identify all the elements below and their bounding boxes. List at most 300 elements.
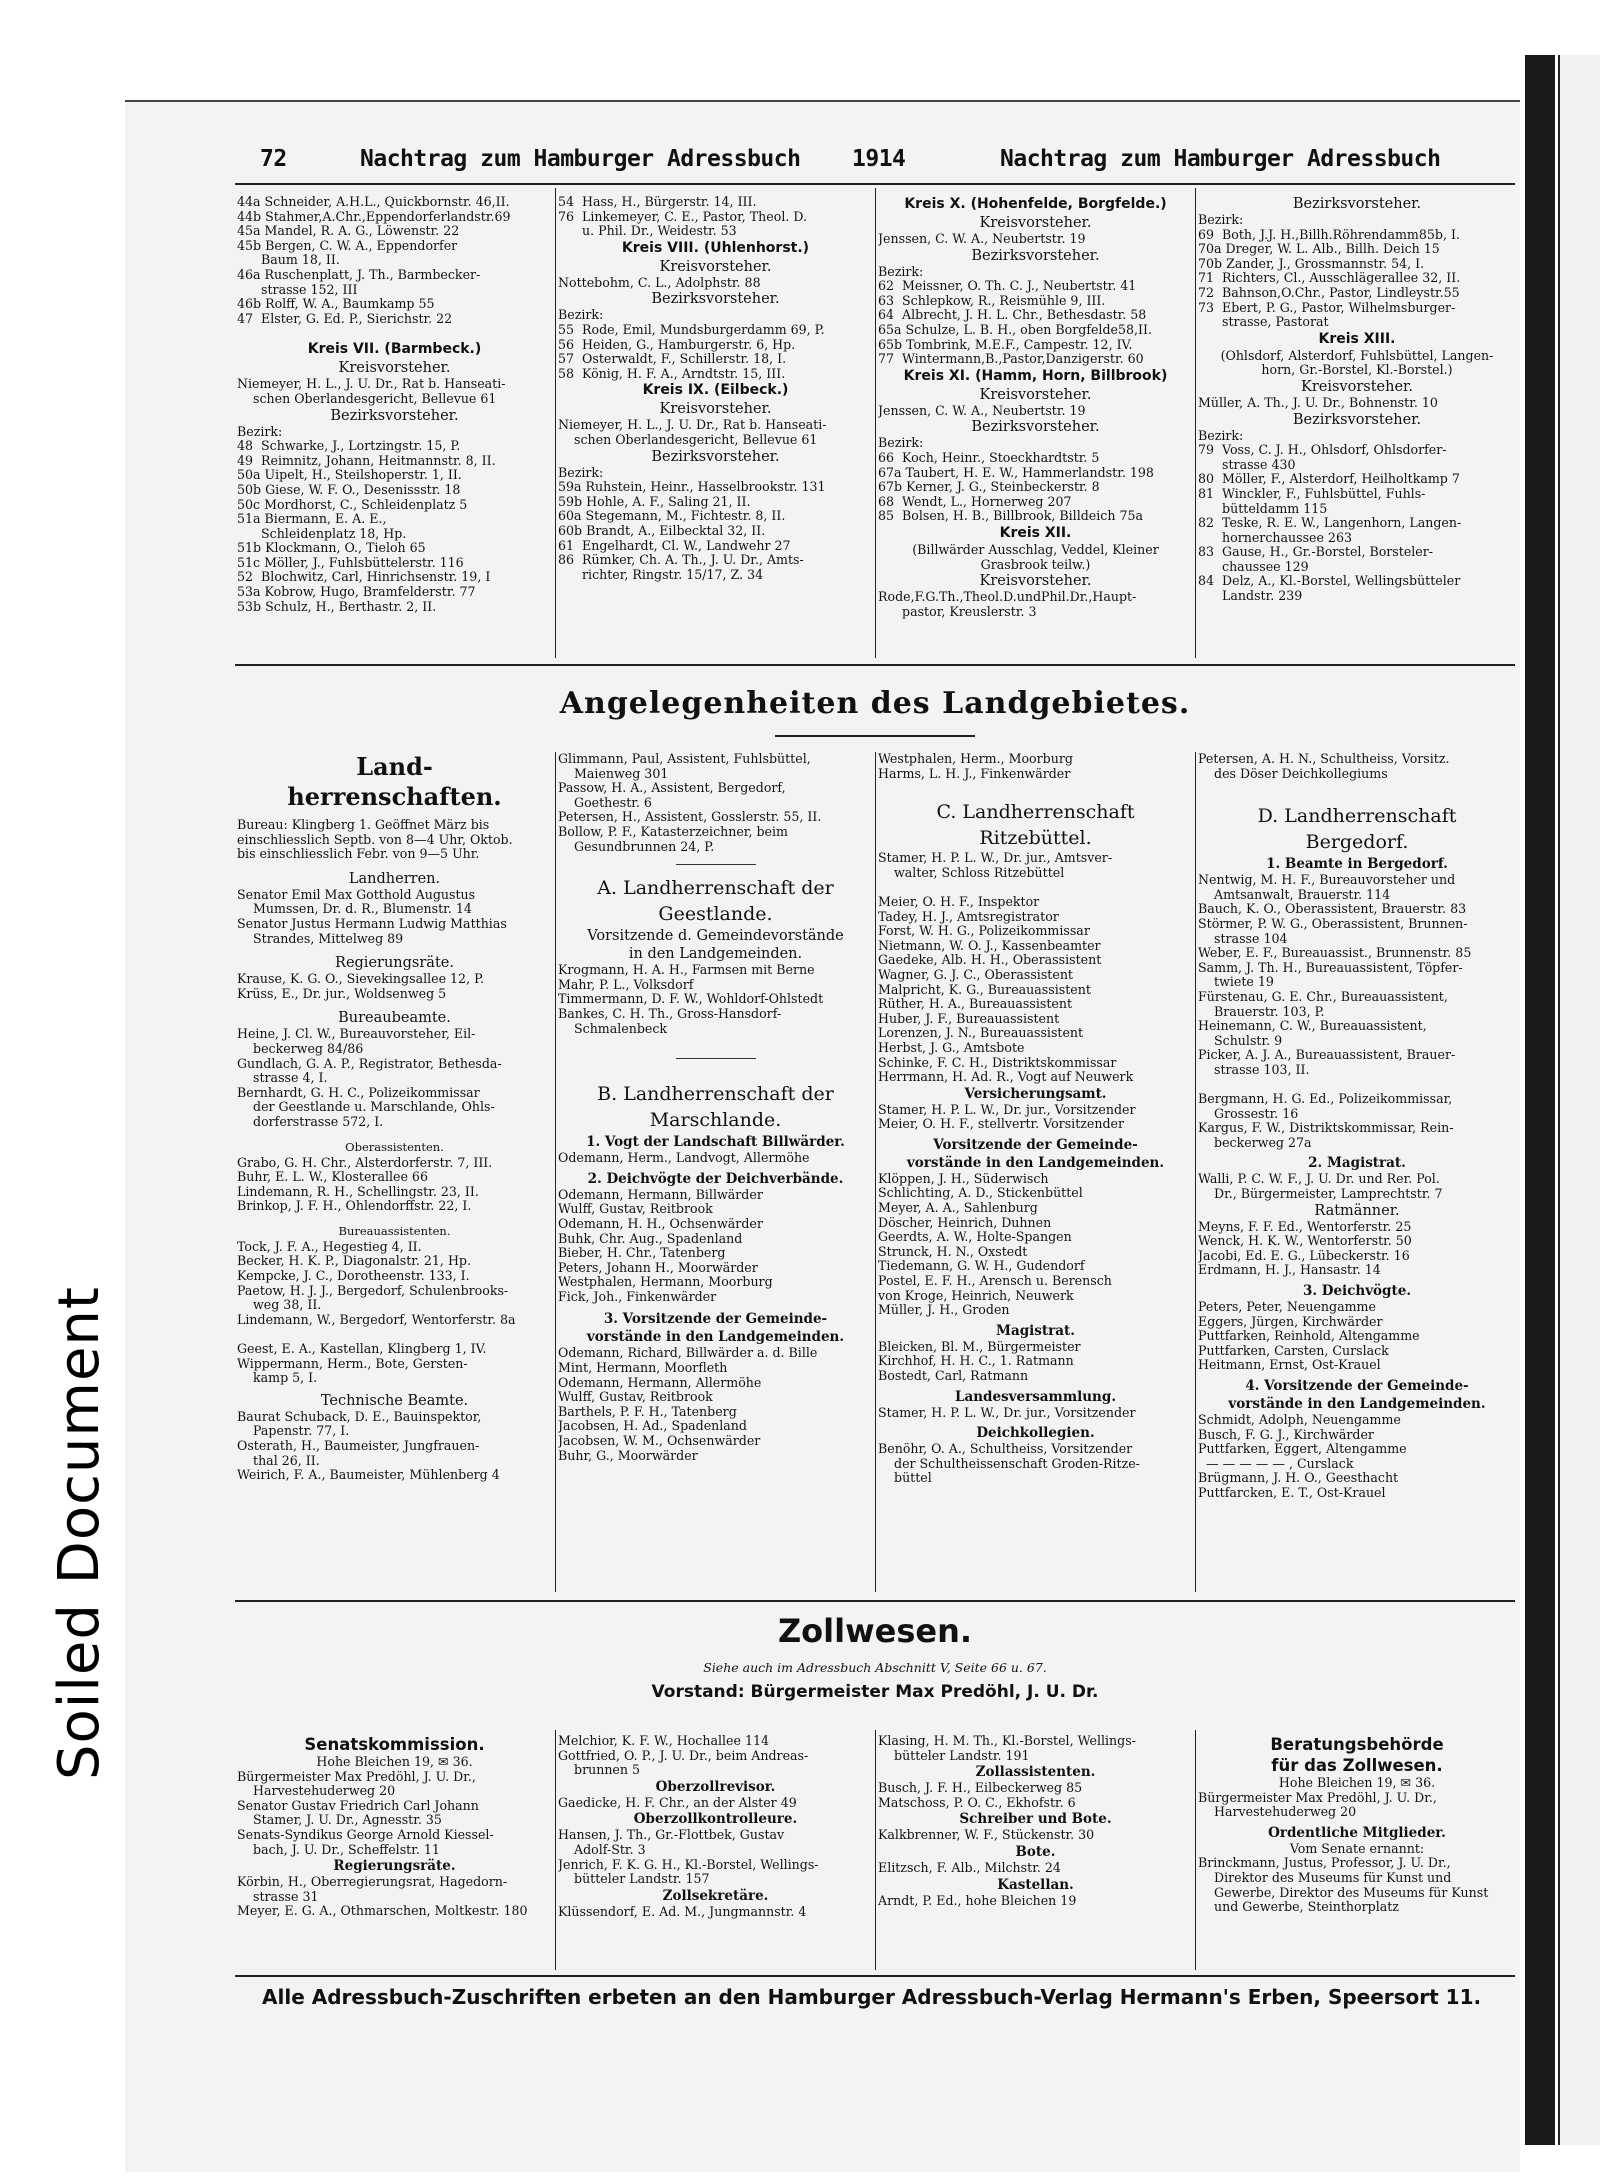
entry-list [878, 404, 1193, 419]
entry-list [1198, 873, 1516, 1150]
entry-list [558, 308, 873, 381]
list-item: Bürgermeister Max Predöhl, J. U. Dr., [1198, 1790, 1437, 1805]
list-item: Krogmann, H. A. H., Farmsen mit Berne [558, 963, 815, 978]
list-item: Herbst, J. G., Amtsbote [878, 1039, 1025, 1055]
list-item: Krause, K. G. O., Sievekingsallee 12, P. [237, 972, 484, 987]
list-item: Schlichting, A. D., Stickenbüttel [878, 1185, 1083, 1201]
entry-list [878, 1442, 1193, 1486]
list-item: 60b Brandt, A., Eilbecktal 32, II. [558, 522, 766, 538]
section-heading: Ratmänner. [1314, 1202, 1400, 1219]
list-item: strasse 152, III [237, 281, 358, 297]
separator [676, 1058, 756, 1059]
list-item: Hansen, J. Th., Gr.-Flottbek, Gustav [558, 1828, 785, 1843]
section-heading: Magistrat. [996, 1322, 1075, 1339]
list-item: Nottebohm, C. L., Adolphstr. 88 [558, 275, 761, 290]
list-item: Schinke, F. C. H., Distriktskommissar [878, 1054, 1117, 1070]
list-item: Gaedeke, Alb. H. H., Oberassistent [878, 952, 1102, 968]
section-heading: Oberzollrevisor. [655, 1778, 776, 1795]
list-item: Schmidt, Adolph, Neuengamme [1198, 1413, 1401, 1427]
section-heading: Bureaubeamte. [338, 1010, 451, 1027]
entry-list [558, 1151, 873, 1166]
entry-list [878, 436, 1193, 524]
section-heading: Bezirksvorsteher. [330, 407, 459, 424]
list-item: 65b Tombrink, M.E.F., Campestr. 12, IV. [878, 336, 1133, 352]
list-item: Brügmann, J. H. O., Geesthacht [1198, 1470, 1399, 1486]
entry-list [878, 1406, 1193, 1421]
list-item: Stamer, H. P. L. W., Dr. jur., Amtsver- [878, 851, 1113, 866]
entry-list [558, 963, 873, 1036]
list-item: und Gewerbe, Steinthorplatz [1198, 1899, 1399, 1915]
list-item: Bleicken, Bl. M., Bürgermeister [878, 1339, 1081, 1354]
list-item: 65a Schulze, L. B. H., oben Borgfelde58,II. [878, 321, 1152, 337]
list-item: Klüssendorf, E. Ad. M., Jungmannstr. 4 [558, 1904, 807, 1919]
section-subheading: Vom Senate ernannt: [1289, 1841, 1425, 1856]
list-item: Klöppen, J. H., Süderwisch [878, 1171, 1049, 1186]
list-item: Matschoss, P. O. C., Ekhofstr. 6 [878, 1794, 1076, 1810]
section-heading: Technische Beamte. [320, 1392, 469, 1409]
list-item: Bergmann, H. G. Ed., Polizeikommissar, [1198, 1091, 1453, 1107]
list-item: Brinckmann, Justus, Professor, J. U. Dr., [1198, 1856, 1451, 1871]
list-item: 50c Mordhorst, C., Schleidenplatz 5 [237, 496, 468, 512]
list-item: Petersen, H., Assistent, Gosslerstr. 55, II. [558, 809, 822, 825]
list-item: Heinemann, C. W., Bureauassistent, [1198, 1018, 1427, 1034]
list-item: Störmer, P. W. G., Oberassistent, Brunnen- [1198, 915, 1468, 931]
column-title: Ritzebüttel. [979, 827, 1092, 850]
section-heading: Kreisvorsteher. [979, 573, 1092, 590]
kreis-heading: Kreis VIII. (Uhlenhorst.) [621, 239, 810, 256]
list-item: Peters, Peter, Neuengamme [1198, 1300, 1376, 1315]
list-item: 69 Both, J.J. H.,Billh.Röhrendamm85b, I. [1198, 226, 1460, 242]
entry-list [1198, 1172, 1516, 1201]
top-column-4 [1198, 195, 1516, 660]
top-column-2 [558, 195, 873, 660]
list-item: Gewerbe, Direktor des Museums für Kunst [1198, 1884, 1489, 1900]
list-item: Meyer, E. G. A., Othmarschen, Moltkestr. 180 [237, 1903, 528, 1919]
list-item: 51b Klockmann, O., Tieloh 65 [237, 540, 426, 556]
list-item: 68 Wendt, L., Hornerweg 207 [878, 493, 1072, 509]
list-item: Grossestr. 16 [1198, 1105, 1299, 1121]
list-item: Senator Justus Hermann Ludwig Matthias [237, 915, 507, 931]
section-heading: Kreisvorsteher. [979, 386, 1092, 403]
list-item: Geerdts, A. W., Holte-Spangen [878, 1229, 1072, 1245]
list-item: Puttfarcken, E. T., Ost-Krauel [1198, 1484, 1386, 1500]
entry-list [237, 377, 552, 406]
list-item: 67a Taubert, H. E. W., Hammerlandstr. 198 [878, 464, 1154, 480]
list-item: Rüther, H. A., Bureauassistent [878, 996, 1073, 1012]
list-item: Jenssen, C. W. A., Neubertstr. 19 [878, 403, 1086, 418]
entry-list [878, 1103, 1193, 1132]
column-title: herrenschaften. [287, 782, 502, 811]
list-item: 50b Giese, W. F. O., Desenissstr. 18 [237, 481, 461, 497]
list-item: 46a Ruschenplatt, J. Th., Barmbecker- [237, 266, 481, 282]
entry-list [237, 1410, 552, 1483]
list-item: bütteler Landstr. 191 [878, 1747, 1030, 1763]
soiled-document-stamp [40, 1240, 120, 1780]
entry-list [558, 195, 873, 239]
list-item: 46b Rolff, W. A., Baumkamp 55 [237, 296, 435, 312]
list-item: 52 Blochwitz, Carl, Hinrichsenstr. 19, I [237, 569, 491, 585]
list-item: Strunck, H. N., Oxstedt [878, 1243, 1028, 1259]
zoll-column-3 [878, 1734, 1193, 1974]
entry-list [878, 265, 1193, 367]
list-item: Dr., Bürgermeister, Lamprechtstr. 7 [1198, 1186, 1443, 1202]
section-heading: 2. Deichvögte der Deichverbände. [587, 1170, 844, 1187]
column-title: A. Landherrenschaft der [597, 877, 834, 900]
section-heading: Versicherungsamt. [964, 1085, 1107, 1102]
list-item: Odemann, H. H., Ochsenwärder [558, 1215, 763, 1231]
list-item: Meier, O. H. F., Inspektor [878, 893, 1040, 909]
list-item: Wagner, G. J. C., Oberassistent [878, 966, 1073, 982]
list-item: Müller, J. H., Groden [878, 1302, 1010, 1318]
list-item: 55 Rode, Emil, Mundsburgerdamm 69, P. [558, 321, 825, 337]
list-item: Meyer, A. A., Sahlenburg [878, 1200, 1038, 1216]
section-heading: Bezirksvorsteher. [1292, 196, 1422, 212]
kreis-heading: Kreis IX. (Eilbeck.) [642, 382, 789, 399]
list-item: bütteldamm 115 [1198, 500, 1328, 516]
list-item: Forst, W. H. G., Polizeikommissar [878, 923, 1090, 939]
header-right-title: Nachtrag zum Hamburger Adressbuch [1000, 146, 1441, 172]
zoll-subtitle: Siehe auch im Adressbuch Abschnitt V, Seite 66 u. 67. [703, 1660, 1047, 1675]
list-item: Herrmann, H. Ad. R., Vogt auf Neuwerk [878, 1069, 1134, 1085]
section-heading: Landherren. [348, 870, 441, 887]
list-item: walter, Schloss Ritzebüttel [878, 864, 1065, 880]
mid-column-3 [878, 752, 1193, 1592]
list-item: Gottfried, O. P., J. U. Dr., beim Andreas- [558, 1747, 809, 1763]
section-heading: 2. Magistrat. [1308, 1155, 1406, 1172]
list-item: 76 Linkemeyer, C. E., Pastor, Theol. D. [558, 208, 808, 224]
list-item: Schmalenbeck [558, 1020, 668, 1036]
mid-column-1 [237, 752, 552, 1592]
list-item: bis einschliesslich Febr. von 9—5 Uhr. [237, 846, 480, 862]
list-item: 51c Möller, J., Fuhlsbüttelerstr. 116 [237, 554, 464, 570]
section-heading: Zollassistenten. [975, 1764, 1096, 1781]
header-rule [235, 183, 1515, 185]
list-item: 73 Ebert, P. G., Pastor, Wilhelmsburger- [1198, 299, 1456, 315]
list-item: Bürgermeister Max Predöhl, J. U. Dr., [237, 1769, 476, 1784]
list-item: Nentwig, M. H. F., Bureauvorsteher und [1198, 873, 1456, 888]
entry-list [878, 1828, 1193, 1843]
list-item: 44b Stahmer,A.Chr.,Eppendorferlandstr.69 [237, 208, 511, 224]
list-item: 53a Kobrow, Hugo, Bramfelderstr. 77 [237, 584, 476, 600]
list-item: Bieber, H. Chr., Tatenberg [558, 1245, 726, 1261]
section-heading: Vorsitzende d. Gemeindevorstände [587, 928, 844, 945]
kreis-heading: Kreis XI. (Hamm, Horn, Billbrook) [903, 367, 1168, 384]
list-item: 67b Kerner, J. G., Steinbeckerstr. 8 [878, 479, 1100, 495]
list-item: 45b Bergen, C. W. A., Eppendorfer [237, 237, 458, 253]
entry-list [237, 972, 552, 1001]
list-item: 48 Schwarke, J., Lortzingstr. 15, P. [237, 438, 461, 454]
list-item: Kirchhof, H. H. C., 1. Ratmann [878, 1353, 1074, 1369]
list-item: 84 Delz, A., Kl.-Borstel, Wellingsbütteler [1198, 573, 1461, 589]
list-item: Brauerstr. 103, P. [1198, 1003, 1325, 1019]
list-item: Fick, Joh., Finkenwärder [558, 1288, 717, 1304]
list-item: Harms, L. H. J., Finkenwärder [878, 765, 1071, 781]
list-item: Fürstenau, G. E. Chr., Bureauassistent, [1198, 988, 1448, 1004]
section-rule [235, 664, 1515, 666]
list-item: Tadey, H. J., Amtsregistrator [878, 908, 1059, 924]
list-item: Picker, A. J. A., Bureauassistent, Brauer- [1198, 1047, 1456, 1063]
list-item: Odemann, Herm., Landvogt, Allermöhe [558, 1151, 810, 1166]
footer-rule [235, 1975, 1515, 1977]
list-item: strasse 103, II. [1198, 1061, 1310, 1077]
list-item: 63 Schlepkow, R., Reismühle 9, III. [878, 292, 1106, 308]
list-item: Strandes, Mittelweg 89 [237, 930, 404, 946]
section-heading: Bezirksvorsteher. [651, 291, 780, 308]
list-item: Malpricht, K. G., Bureauassistent [878, 981, 1091, 997]
list-item: Nietmann, W. O. J., Kassenbeamter [878, 937, 1101, 953]
mid-column-4 [1198, 752, 1516, 1592]
list-item: Puttfarken, Reinhold, Altengamme [1198, 1328, 1420, 1344]
list-item: Senats-Syndikus George Arnold Kiessel- [237, 1826, 494, 1842]
list-item: 51a Biermann, E. A. E., [237, 511, 387, 527]
list-item: Niemeyer, H. L., J. U. Dr., Rat b. Hanseati- [237, 377, 506, 392]
separator [676, 864, 756, 865]
list-item: Grasbrook teilw.) [980, 556, 1091, 572]
list-item: 59a Ruhstein, Heinr., Hasselbrookstr. 131 [558, 479, 826, 495]
list-item: hornerchaussee 263 [1198, 529, 1352, 545]
section-heading: Regierungsräte. [335, 955, 454, 972]
list-item: 66 Koch, Heinr., Stoeckhardtstr. 5 [878, 449, 1100, 465]
list-item: strasse 430 [1198, 456, 1296, 472]
list-item: horn, Gr.-Borstel, Kl.-Borstel.) [1261, 362, 1453, 378]
list-item: Baurat Schuback, D. E., Bauinspektor, [237, 1409, 482, 1424]
entry-list [878, 1172, 1193, 1318]
list-item: Barthels, P. F. H., Tatenberg [558, 1403, 737, 1419]
list-item: Körbin, H., Oberregierungsrat, Hagedorn- [237, 1875, 508, 1890]
list-item: Osterath, H., Baumeister, Jungfrauen- [237, 1438, 480, 1453]
list-item: Erdmann, H. J., Hansastr. 14 [1198, 1262, 1381, 1278]
list-item: Bauch, K. O., Oberassistent, Brauerstr. 83 [1198, 901, 1467, 917]
list-item: bütteler Landstr. 157 [558, 1871, 710, 1887]
section-heading: Bezirksvorsteher. [971, 419, 1100, 436]
list-item: — — — — — , Curslack [1198, 1455, 1354, 1471]
list-item: Jacobsen, W. M., Ochsenwärder [558, 1433, 761, 1449]
list-item: Brinkop, J. F. H., Ohlendorffstr. 22, I. [237, 1198, 472, 1214]
section-heading: 3. Vorsitzende der Gemeinde- [603, 1311, 828, 1328]
list-item: 54 Hass, H., Bürgerstr. 14, III. [558, 195, 757, 209]
list-item: brunnen 5 [558, 1762, 641, 1778]
list-item: (Ohlsdorf, Alsterdorf, Fuhlsbüttel, Langen- [1220, 348, 1494, 363]
entry-list [237, 1240, 552, 1386]
zoll-vorstand: Vorstand: Bürgermeister Max Predöhl, J. U. Dr. [651, 1682, 1099, 1702]
list-item: Harvestehuderweg 20 [237, 1783, 396, 1799]
section-heading: Vorsitzende der Gemeinde- [933, 1136, 1138, 1153]
col-divider [555, 1730, 556, 1970]
list-item: Paetow, H. J. J., Bergedorf, Schulenbrooks- [237, 1282, 509, 1298]
list-item: Buhr, G., Moorwärder [558, 1447, 698, 1463]
entry-list [1198, 349, 1516, 378]
entry-list [1198, 1220, 1516, 1278]
list-item: Goethestr. 6 [558, 794, 652, 810]
kreis-heading: Kreis X. (Hohenfelde, Borgfelde.) [904, 196, 1167, 212]
list-item: Weber, E. F., Bureauassist., Brunnenstr. 85 [1198, 945, 1472, 961]
list-item: 71 Richters, Cl., Ausschlägerallee 32, II. [1198, 270, 1461, 286]
list-item: Stamer, H. P. L. W., Dr. jur., Vorsitzender [878, 1102, 1136, 1117]
header-year: 1914 [852, 146, 906, 172]
list-item: Bezirk: [1198, 428, 1244, 443]
section-heading: 1. Vogt der Landschaft Billwärder. [586, 1134, 845, 1151]
list-item: Tiedemann, G. W. H., Gudendorf [878, 1258, 1085, 1274]
list-item: Odemann, Richard, Billwärder a. d. Bille [558, 1346, 818, 1361]
list-item: Gundlach, G. A. P., Registrator, Bethesda- [237, 1055, 502, 1071]
list-item: Landstr. 239 [1198, 588, 1303, 604]
list-item: Tock, J. F. A., Hegestieg 4, II. [237, 1239, 422, 1254]
entry-list [558, 1346, 873, 1463]
list-item: 45a Mandel, R. A. G., Löwenstr. 22 [237, 223, 460, 239]
section-heading: Ordentliche Mitglieder. [1268, 1824, 1446, 1841]
section-heading: in den Landgemeinden. [628, 946, 803, 963]
list-item: Bezirk: [558, 308, 604, 323]
list-item: beckerweg 84/86 [237, 1040, 364, 1056]
list-item: Buhk, Chr. Aug., Spadenland [558, 1230, 743, 1246]
entry-list [237, 1875, 552, 1919]
section-heading: Schreiber und Bote. [959, 1811, 1112, 1828]
header-left-title: Nachtrag zum Hamburger Adressbuch [360, 146, 801, 172]
list-item: Weirich, F. A., Baumeister, Mühlenberg 4 [237, 1467, 500, 1483]
entry-list [1198, 1300, 1516, 1373]
entry-list [558, 418, 873, 447]
list-item [878, 880, 1193, 895]
list-item: Odemann, Hermann, Allermöhe [558, 1374, 762, 1390]
list-item: Bankes, C. H. Th., Gross-Hansdorf- [558, 1005, 782, 1021]
list-item: 70b Zander, J., Grossmannstr. 54, I. [1198, 255, 1425, 271]
mid-column-2 [558, 752, 873, 1592]
list-item: Döscher, Heinrich, Duhnen [878, 1214, 1052, 1230]
section-heading: Oberassistenten. [345, 1139, 444, 1154]
section-heading: Bureauassistenten. [338, 1223, 451, 1238]
top-column-3 [878, 195, 1193, 660]
entry-list [878, 1894, 1193, 1909]
list-item: 53b Schulz, H., Berthastr. 2, II. [237, 598, 437, 614]
entry-list [1198, 1413, 1516, 1501]
list-item: Peters, Johann H., Moorwärder [558, 1259, 758, 1275]
list-item: 72 Bahnson,O.Chr., Pastor, Lindleystr.55 [1198, 284, 1460, 300]
list-item: Amtsanwalt, Brauerstr. 114 [1198, 886, 1391, 902]
list-item: Odemann, Hermann, Billwärder [558, 1187, 763, 1202]
list-item: Timmermann, D. F. W., Wohldorf-Ohlstedt [558, 991, 824, 1007]
column-title: D. Landherrenschaft [1257, 805, 1457, 828]
list-item: Gaedicke, H. F. Chr., an der Alster 49 [558, 1795, 797, 1810]
list-item: Busch, J. F. H., Eilbeckerweg 85 [878, 1781, 1083, 1796]
section-heading: Kastellan. [997, 1876, 1074, 1893]
list-item: Papenstr. 77, I. [237, 1423, 350, 1439]
list-item: bach, J. U. Dr., Scheffelstr. 11 [237, 1841, 440, 1857]
list-item: 64 Albrecht, J. H. L. Chr., Bethesdastr. 58 [878, 307, 1147, 323]
list-item: Jenssen, C. W. A., Neubertstr. 19 [878, 232, 1086, 246]
column-title: für das Zollwesen. [1271, 1756, 1443, 1775]
list-item: Walli, P. C. W. F., J. U. Dr. und Rer. Pol. [1198, 1172, 1440, 1187]
address-line: Hohe Bleichen 19, ✉ 36. [316, 1755, 473, 1769]
list-item: Bernhardt, G. H. C., Polizeikommissar [237, 1084, 480, 1100]
list-item: Jacobsen, H. Ad., Spadenland [558, 1418, 747, 1434]
list-item: Kempcke, J. C., Dorotheenstr. 133, I. [237, 1268, 470, 1284]
entry-list [878, 1340, 1193, 1384]
list-item: Meier, O. H. F., stellvertr. Vorsitzender [878, 1116, 1124, 1132]
list-item: Grabo, G. H. Chr., Alsterdorferstr. 7, III. [237, 1155, 493, 1170]
list-item: 57 Osterwaldt, F., Schillerstr. 18, I. [558, 351, 787, 367]
list-item: Wenck, H. K. W., Wentorferstr. 50 [1198, 1233, 1412, 1249]
entry-list [1198, 752, 1516, 781]
entry-list [878, 1734, 1193, 1763]
section-heading: Kreisvorsteher. [1301, 378, 1413, 395]
entry-list [237, 195, 552, 326]
entry-list [237, 425, 552, 615]
list-item: Westphalen, Hermann, Moorburg [558, 1274, 773, 1290]
list-item: Postel, E. F. H., Arensch u. Berensch [878, 1273, 1112, 1289]
col-divider [875, 188, 876, 658]
list-item: 59b Hohle, A. F., Saling 21, II. [558, 493, 751, 509]
section-heading: Regierungsräte. [333, 1858, 456, 1875]
list-item: Schulstr. 9 [1198, 1032, 1283, 1048]
entry-list [237, 818, 552, 862]
list-item: Krüss, E., Dr. jur., Woldsenweg 5 [237, 985, 447, 1001]
list-item: Samm, J. Th. H., Bureauassistent, Töpfer- [1198, 959, 1463, 975]
top-column-1 [237, 195, 552, 660]
column-title: Geestlande. [658, 903, 773, 926]
list-item: Geest, E. A., Kastellan, Klingberg 1, IV. [237, 1341, 487, 1357]
scan-edge-bar [1525, 55, 1555, 2145]
column-title: Senatskommission. [304, 1735, 485, 1754]
list-item: Niemeyer, H. L., J. U. Dr., Rat b. Hanseati- [558, 418, 827, 433]
list-item: pastor, Kreuslerstr. 3 [878, 603, 1037, 619]
list-item: 44a Schneider, A.H.L., Quickbornstr. 46,II. [237, 195, 510, 209]
list-item: 70a Dreger, W. L. Alb., Billh. Deich 15 [1198, 241, 1440, 257]
list-item: 49 Reimnitz, Johann, Heitmannstr. 8, II. [237, 452, 496, 468]
address-line: Hohe Bleichen 19, ✉ 36. [1278, 1776, 1436, 1790]
col-divider [1195, 752, 1196, 1592]
list-item: dorferstrasse 572, I. [237, 1113, 384, 1129]
stamp-text: Soiled Document [47, 1286, 112, 1780]
list-item: 83 Gause, H., Gr.-Borstel, Borsteler- [1198, 544, 1434, 560]
zoll-title: Zollwesen. [777, 1612, 973, 1650]
list-item: Meyns, F. F. Ed., Wentorferstr. 25 [1198, 1219, 1412, 1234]
list-item: Puttfarken, Carsten, Curslack [1198, 1342, 1389, 1358]
section-heading: 3. Deichvögte. [1302, 1283, 1412, 1300]
list-item: Direktor des Museums für Kunst und [1198, 1869, 1452, 1885]
entry-list [878, 1781, 1193, 1810]
list-item: 79 Voss, C. J. H., Ohlsdorf, Ohlsdorfer- [1198, 442, 1447, 458]
list-item: Senator Emil Max Gotthold Augustus [237, 887, 476, 902]
section-heading: Bezirksvorsteher. [651, 448, 780, 465]
entry-list [1198, 429, 1516, 604]
list-item: Elitzsch, F. Alb., Milchstr. 24 [878, 1860, 1061, 1875]
list-item: 61 Engelhardt, Cl. W., Landwehr 27 [558, 537, 791, 553]
list-item: schen Oberlandesgericht, Bellevue 61 [237, 390, 497, 406]
list-item [237, 1327, 552, 1342]
list-item: einschliesslich Septb. von 8—4 Uhr, Oktob. [237, 831, 513, 847]
list-item: Wippermann, Herm., Bote, Gersten- [237, 1355, 468, 1371]
list-item: Gesundbrunnen 24, P. [558, 838, 715, 854]
list-item: Lorenzen, J. N., Bureauassistent [878, 1025, 1084, 1041]
section-heading: Oberzollkontrolleure. [633, 1811, 798, 1828]
section-heading: Landesversammlung. [954, 1388, 1117, 1405]
list-item: weg 38, II. [237, 1297, 322, 1313]
list-item: Klasing, H. M. Th., Kl.-Borstel, Wellings- [878, 1734, 1136, 1748]
list-item: Westphalen, Herm., Moorburg [878, 752, 1073, 766]
list-item: 58 König, H. F. A., Arndtstr. 15, III. [558, 365, 786, 381]
list-item: Bezirk: [1198, 213, 1244, 227]
zoll-column-4 [1198, 1734, 1516, 1974]
list-item: Baum 18, II. [237, 252, 340, 268]
list-item: Bollow, P. F., Katasterzeichner, beim [558, 823, 788, 839]
section-heading: vorstände in den Landgemeinden. [1228, 1396, 1486, 1412]
list-item: Bezirk: [878, 264, 924, 279]
kreis-heading: Kreis XIII. [1318, 330, 1396, 347]
list-item: von Kroge, Heinrich, Neuwerk [878, 1287, 1074, 1303]
list-item: Buhr, E. L. W., Klosterallee 66 [237, 1169, 428, 1185]
list-item: Bostedt, Carl, Ratmann [878, 1368, 1029, 1383]
list-item: Huber, J. F., Bureauassistent [878, 1010, 1060, 1026]
